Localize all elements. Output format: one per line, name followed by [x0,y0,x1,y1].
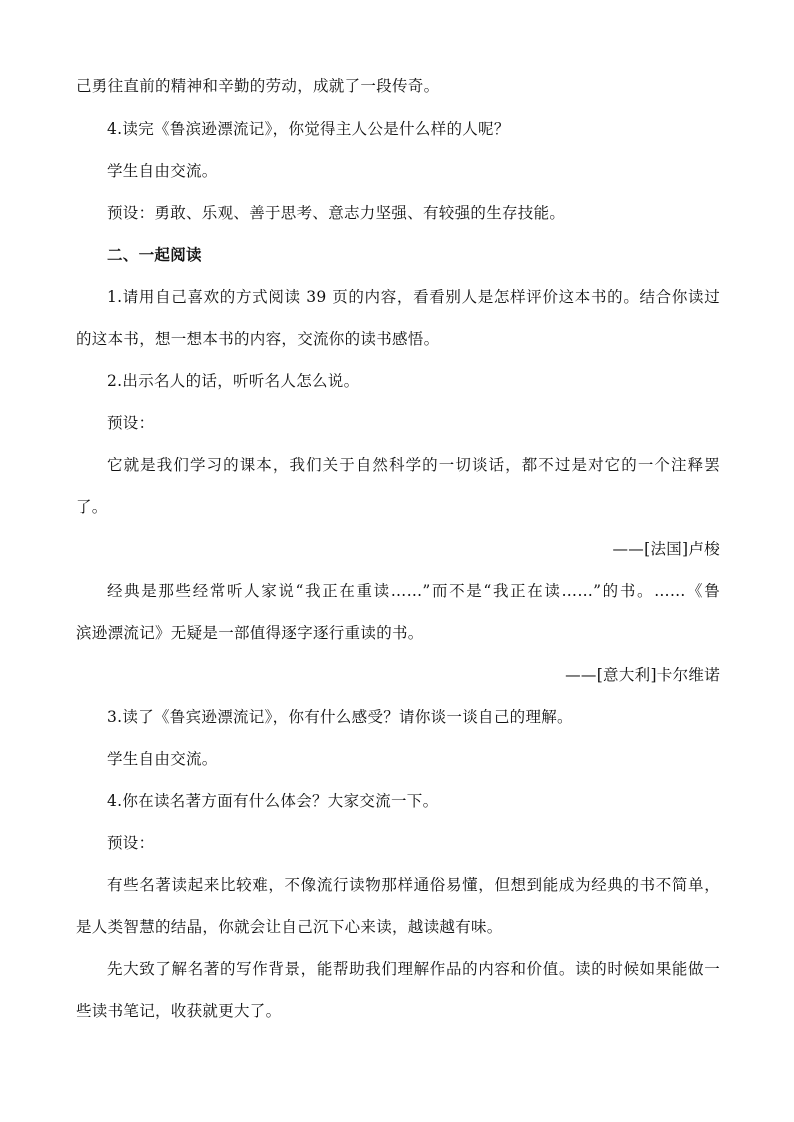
calvino-attribution: ——[意大利]卡尔维诺 [565,666,720,684]
preset-paragraph-2-line-1: 先大致了解名著的写作背景，能帮助我们理解作品的内容和价值。读的时候如果能做一 [107,960,720,978]
rousseau-quote-line-1: 它就是我们学习的课本，我们关于自然科学的一切谈话，都不过是对它的一个注释罢 [107,456,720,474]
question-3-line: 3.读了《鲁宾逊漂流记》，你有什么感受？请你谈一谈自己的理解。 [107,708,573,726]
preset-answer-line: 预设：勇敢、乐观、善于思考、意志力坚强、有较强的生存技能。 [107,204,566,222]
section-heading: 二、一起阅读 [107,245,202,264]
preset-label: 预设： [107,414,155,432]
reading-task-line-1: 1.请用自己喜欢的方式阅读 39 页的内容，看看别人是怎样评价这本书的。结合你读过 [107,288,720,306]
preset-paragraph-1-line-2: 是人类智慧的结晶，你就会让自己沉下心来读，越读越有味。 [76,918,503,936]
reading-task-line-2: 的这本书，想一想本书的内容，交流你的读书感悟。 [76,330,440,348]
paragraph-continuation-line: 己勇往直前的精神和辛勤的劳动，成就了一段传奇。 [76,77,440,95]
student-discussion-line: 学生自由交流。 [107,162,218,180]
question-4-line: 4.读完《鲁滨逊漂流记》，你觉得主人公是什么样的人呢？ [107,120,510,138]
calvino-quote-line-2: 滨逊漂流记》无疑是一部值得逐字逐行重读的书。 [76,624,424,642]
preset-paragraph-2-line-2: 些读书笔记，收获就更大了。 [76,1002,282,1020]
preset-paragraph-1-line-1: 有些名著读起来比较难，不像流行读物那样通俗易懂，但想到能成为经典的书不简单， [107,876,720,894]
preset-label-2: 预设： [107,834,155,852]
calvino-quote-line-1: 经典是那些经常听人家说“我正在重读……”而不是“我正在读……”的书。……《鲁 [107,582,720,600]
question-4b-line: 4.你在读名著方面有什么体会？大家交流一下。 [107,792,439,810]
student-discussion-line-2: 学生自由交流。 [107,750,218,768]
famous-quote-prompt-line: 2.出示名人的话，听听名人怎么说。 [107,372,360,390]
rousseau-attribution: ——[法国]卢梭 [612,540,720,558]
rousseau-quote-line-2: 了。 [76,498,108,516]
